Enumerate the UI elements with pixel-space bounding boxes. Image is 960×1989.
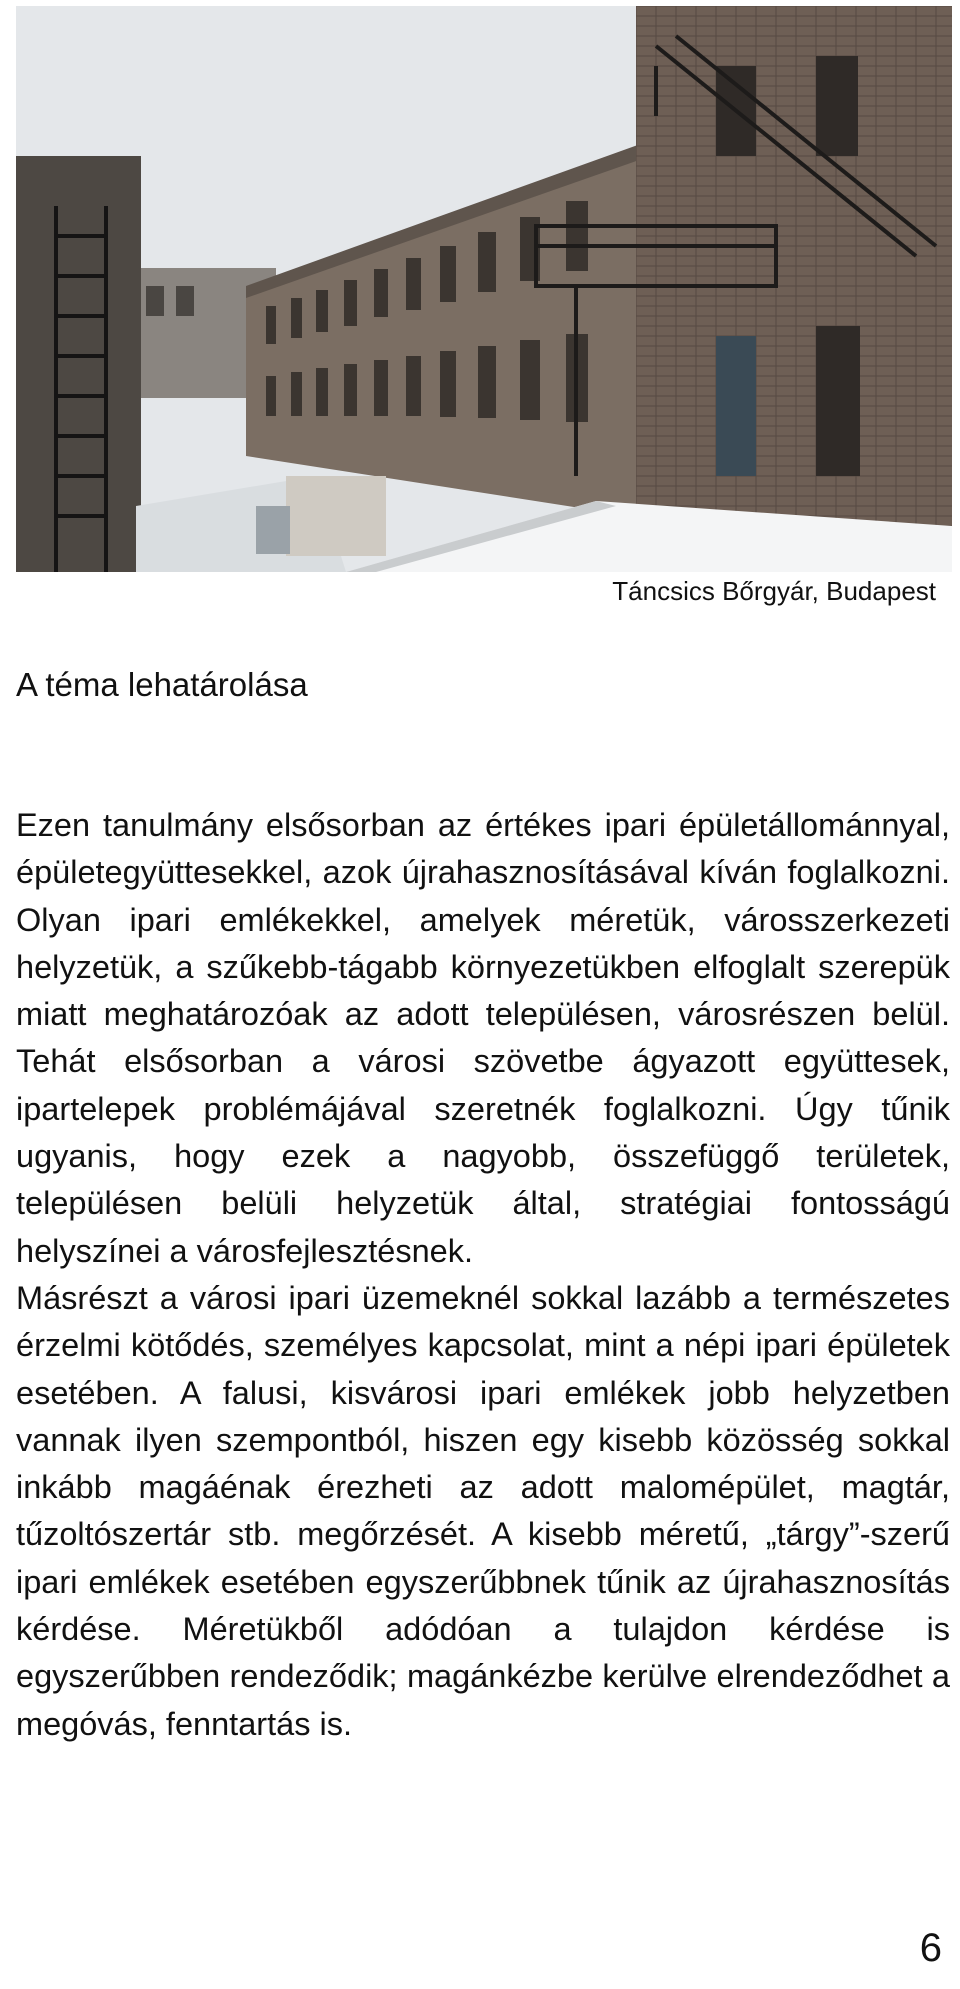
paragraph: Ezen tanulmány elsősorban az értékes ipari épületállománnyal, épületegyüttesekkel, azok újrahasznosításával kíván foglalkozni. Olyan ipari emlékekkel, amelyek méretük, városszerkezeti helyzetük, a szűkebb-tágabb környezetükben elfoglalt szerepük miatt meghatározóak az adott településen, városrészen belül. Tehát elsősorban a városi szövetbe ágyazott együttesek, ipartelepek problémájával szeretnék foglalkozni. Úgy tűnik ugyanis, hogy ezek a nagyobb, összefüggő területek, településen belüli helyzetük által, stratégiai fontosságú helyszínei a városfejlesztésnek. <box>16 807 950 1269</box>
paragraph: Másrészt a városi ipari üzemeknél sokkal lazább a természetes érzelmi kötődés, személyes kapcsolat, mint a népi ipari épületek esetében. A falusi, kisvárosi ipari emlékek jobb helyzetben vannak ilyen szempontból, hiszen egy kisebb közösség sokkal inkább magáénak érezheti az adott malomépület, magtár, tűzoltószertár stb. megőrzését. A kisebb méretű, „tárgy”-szerű ipari emlékek esetében egyszerűbbnek tűnik az újrahasznosítás kérdése. Méretükből adódóan a tulajdon kérdése is egyszerűbben rendeződik; magánkézbe kerülve elrendeződhet a megóvás, fenntartás is. <box>16 1279 950 1742</box>
section-heading: A téma lehatárolása <box>16 666 308 703</box>
page-number: 6 <box>919 1926 942 1970</box>
photo-caption: Táncsics Bőrgyár, Budapest <box>612 576 936 606</box>
body-text <box>16 802 950 1748</box>
factory-photo <box>16 6 952 572</box>
